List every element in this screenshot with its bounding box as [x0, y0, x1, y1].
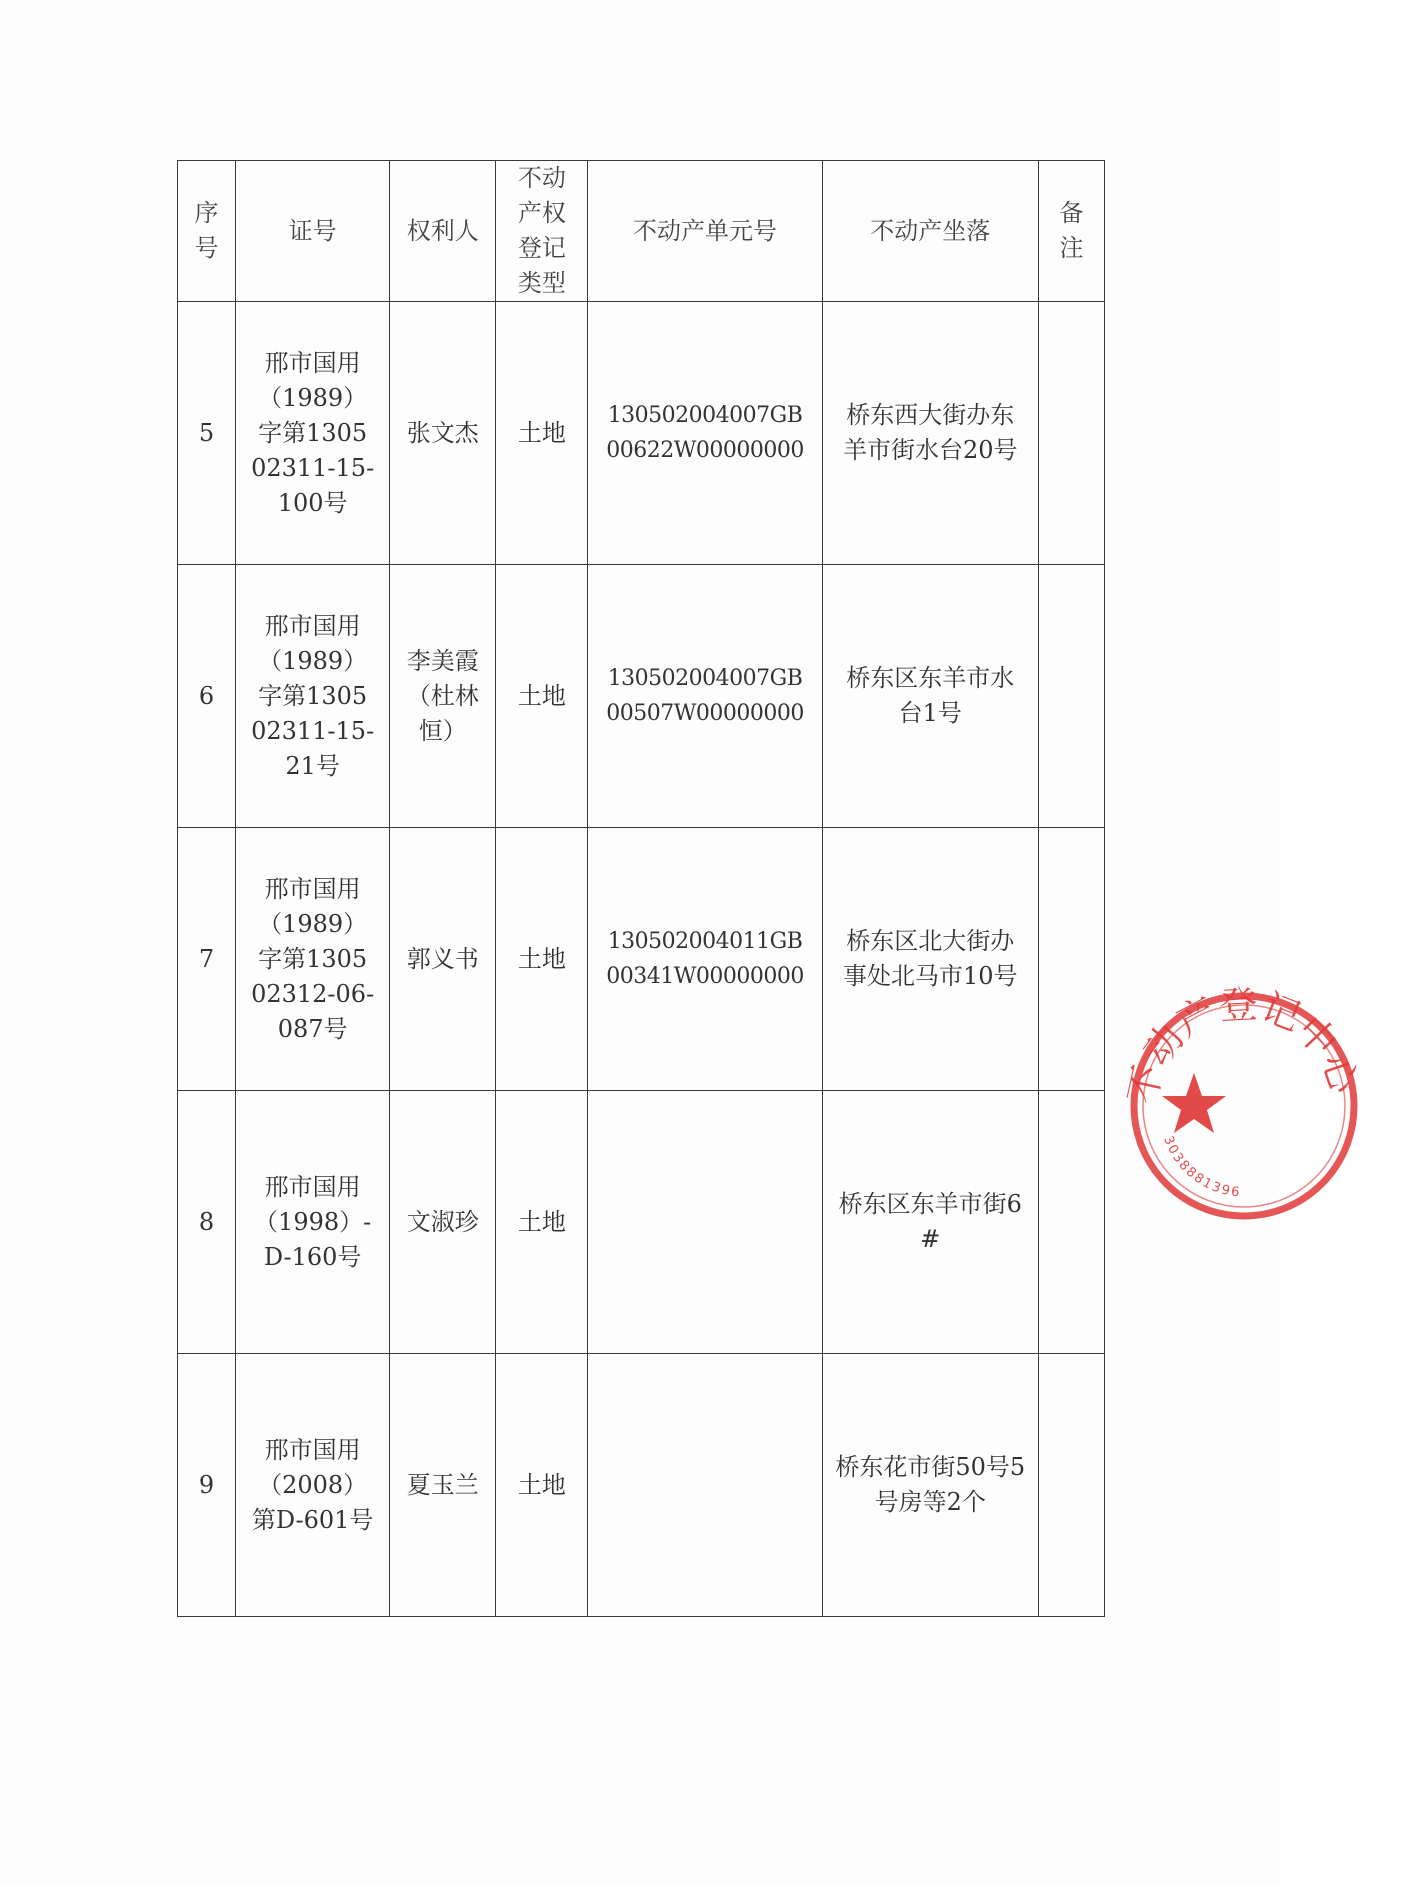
cell-location: 桥东区东羊市街6# — [822, 1091, 1038, 1354]
cell-type: 土地 — [496, 828, 588, 1091]
cell-seq: 6 — [178, 565, 236, 828]
cell-type: 土地 — [496, 1354, 588, 1617]
seal-text-bottom: 3038881396 — [1160, 1134, 1243, 1201]
cell-unit: 130502004007GB00622W00000000 — [588, 302, 822, 565]
cell-seq: 9 — [178, 1354, 236, 1617]
table-row — [178, 828, 1105, 1091]
cell-type: 土地 — [496, 565, 588, 828]
cell-cert: 邢市国用（1989）字第130502311-15-21号 — [236, 565, 390, 828]
svg-text:不动产登记中心 — [1120, 982, 1367, 1108]
table-row — [178, 302, 1105, 565]
cell-seq: 7 — [178, 828, 236, 1091]
cell-location: 桥东区北大街办事处北马市10号 — [822, 828, 1038, 1091]
header-holder: 权利人 — [390, 161, 496, 302]
cell-holder: 文淑珍 — [390, 1091, 496, 1354]
cell-type: 土地 — [496, 1091, 588, 1354]
cell-holder: 夏玉兰 — [390, 1354, 496, 1617]
cell-location: 桥东西大街办东羊市街水台20号 — [822, 302, 1038, 565]
cell-cert: 邢市国用（1989）字第130502311-15-100号 — [236, 302, 390, 565]
cell-unit — [588, 1354, 822, 1617]
header-cert: 证号 — [236, 161, 390, 302]
cell-note — [1038, 565, 1104, 828]
seal-text-top: 不动产登记中心 — [1119, 982, 1367, 1108]
cell-seq: 5 — [178, 302, 236, 565]
cell-cert: 邢市国用（2008）第D-601号 — [236, 1354, 390, 1617]
seal-star-icon — [1162, 1073, 1226, 1133]
header-type: 不动产权登记类型 — [496, 161, 588, 302]
registry-table — [177, 160, 1105, 1617]
table-row — [178, 1091, 1105, 1354]
cell-seq: 8 — [178, 1091, 236, 1354]
cell-holder: 张文杰 — [390, 302, 496, 565]
cell-note — [1038, 302, 1104, 565]
cell-type: 土地 — [496, 302, 588, 565]
cell-cert: 邢市国用（1998）-D-160号 — [236, 1091, 390, 1354]
cell-note — [1038, 1354, 1104, 1617]
cell-holder: 李美霞（杜林恒） — [390, 565, 496, 828]
cell-unit: 130502004007GB00507W00000000 — [588, 565, 822, 828]
cell-location: 桥东花市街50号5号房等2个 — [822, 1354, 1038, 1617]
seal-graphic — [1118, 978, 1418, 1233]
header-note: 备注 — [1038, 161, 1104, 302]
cell-unit — [588, 1091, 822, 1354]
cell-note — [1038, 828, 1104, 1091]
cell-location: 桥东区东羊市水台1号 — [822, 565, 1038, 828]
official-seal — [1118, 978, 1367, 1233]
header-seq: 序号 — [178, 161, 236, 302]
table-row — [178, 1354, 1105, 1617]
header-unit: 不动产单元号 — [588, 161, 822, 302]
table-header-row — [178, 161, 1105, 302]
cell-unit: 130502004011GB00341W00000000 — [588, 828, 822, 1091]
cell-cert: 邢市国用（1989）字第130502312-06-087号 — [236, 828, 390, 1091]
cell-note — [1038, 1091, 1104, 1354]
table-row — [178, 565, 1105, 828]
header-location: 不动产坐落 — [822, 161, 1038, 302]
cell-holder: 郭义书 — [390, 828, 496, 1091]
